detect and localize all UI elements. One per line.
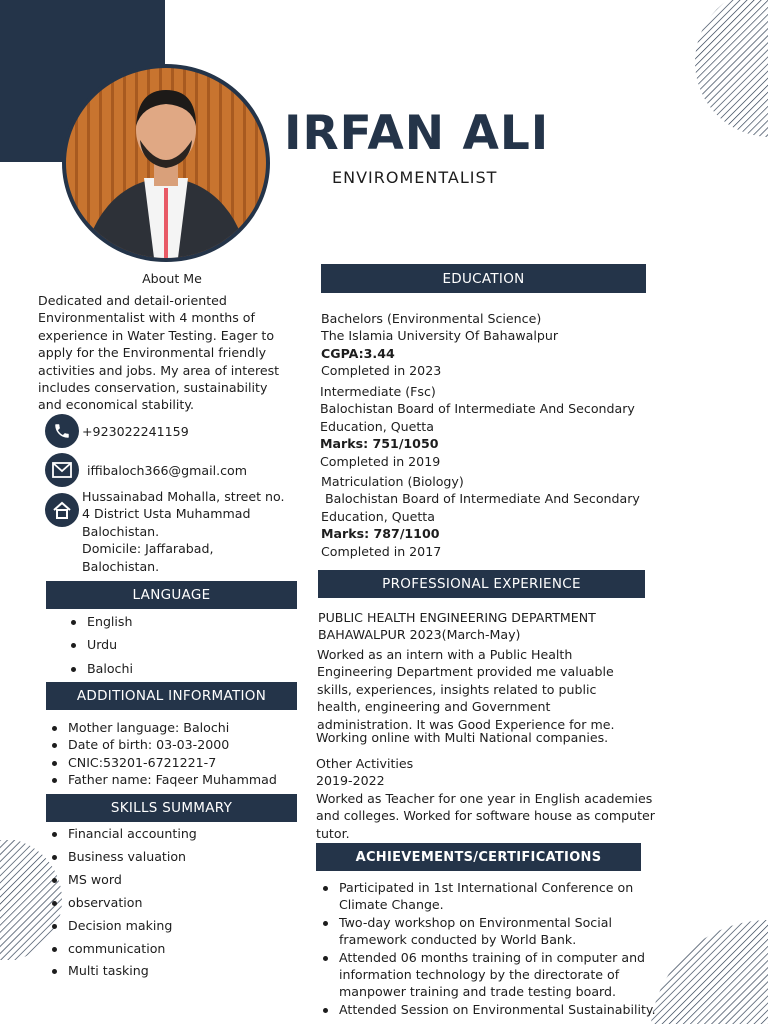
- education-bachelors: [321, 310, 681, 380]
- education-matriculation: [321, 473, 701, 560]
- profile-photo: [62, 64, 270, 262]
- additional-info-heading: ADDITIONAL INFORMATION: [46, 682, 297, 710]
- job-title: ENVIROMENTALIST: [332, 168, 498, 187]
- list-item: MS word: [48, 871, 197, 888]
- institute: Balochistan Board of Intermediate And Secondary: [321, 491, 640, 507]
- experience-org: [318, 609, 718, 644]
- list-item: Attended Session on Environmental Sustainability.: [319, 1001, 675, 1018]
- score: CGPA:3.44: [321, 345, 395, 361]
- about-text: Dedicated and detail-oriented Environmentalist with 4 months of experience in Water Testing. Eager to apply for the Environmental friendly activities and jobs. My area of interest includes conservation, sustainability and economical stability.: [38, 293, 280, 413]
- phone-icon: [45, 414, 79, 448]
- list-item: CNIC:53201-6721221-7: [48, 754, 277, 771]
- institute: Balochistan Board of Intermediate And Secondary: [320, 401, 635, 417]
- home-icon: [45, 493, 79, 527]
- completed: Completed in 2019: [320, 453, 441, 469]
- list-item: Balochi: [67, 660, 133, 677]
- education-intermediate: [320, 383, 700, 470]
- address-line: Domicile: Jaffarabad,: [82, 541, 214, 557]
- list-item: Participated in 1st International Conference on Climate Change.: [319, 879, 675, 914]
- mail-icon: [45, 453, 79, 487]
- list-item: observation: [48, 894, 197, 911]
- list-item: Date of birth: 03-03-2000: [48, 736, 277, 753]
- address-line: Balochistan.: [82, 558, 160, 574]
- about-heading: About Me: [142, 271, 202, 286]
- completed: Completed in 2023: [321, 363, 442, 379]
- institute: The Islamia University Of Bahawalpur: [321, 328, 559, 344]
- other-description: Worked as Teacher for one year in English academies and colleges. Worked for software house as computer tutor.: [316, 790, 655, 841]
- other-years: 2019-2022: [316, 773, 385, 789]
- candidate-name: IRFAN ALI: [284, 106, 550, 161]
- list-item: Father name: Faqeer Muhammad: [48, 771, 277, 788]
- address-line: 4 District Usta Muhammad: [82, 506, 251, 522]
- org-name: PUBLIC HEALTH ENGINEERING DEPARTMENT: [318, 610, 596, 625]
- other-heading: Other Activities: [316, 756, 414, 771]
- skills-heading: SKILLS SUMMARY: [46, 794, 297, 822]
- institute: Education, Quetta: [320, 418, 434, 434]
- list-item: English: [67, 613, 133, 630]
- additional-info-list: [48, 719, 277, 789]
- score: Marks: 751/1050: [320, 436, 439, 452]
- list-item: Attended 06 months training of in computer and information technology by the directorate of manpower training and trade testing board.: [319, 949, 675, 1001]
- language-list: [67, 613, 133, 677]
- skills-list: [48, 825, 197, 980]
- list-item: Two-day workshop on Environmental Social framework conducted by World Bank.: [319, 914, 675, 949]
- list-item: Business valuation: [48, 848, 197, 865]
- degree: Bachelors (Environmental Science): [321, 311, 542, 326]
- address-line: Hussainabad Mohalla, street no.: [82, 489, 285, 504]
- list-item: communication: [48, 940, 197, 957]
- hatch-decoration-top-right: [690, 0, 768, 140]
- experience-description: Worked as an intern with a Public Health Engineering Department provided me valuable skills, experiences, insights related to public health, engineering and Government administration. It was Good Experience for me.: [317, 647, 615, 732]
- list-item: Multi tasking: [48, 962, 197, 979]
- address: [82, 488, 285, 575]
- email-address: iffibaloch366@gmail.com: [87, 463, 248, 478]
- experience-online: Working online with Multi National companies.: [316, 730, 609, 745]
- list-item: Decision making: [48, 917, 197, 934]
- degree: Intermediate (Fsc): [320, 384, 436, 399]
- score: Marks: 787/1100: [321, 526, 440, 542]
- education-heading: EDUCATION: [321, 264, 646, 293]
- institute: Education, Quetta: [321, 508, 435, 524]
- list-item: Financial accounting: [48, 825, 197, 842]
- org-period: BAHAWALPUR 2023(March-May): [318, 627, 521, 643]
- list-item: Mother language: Balochi: [48, 719, 277, 736]
- address-line: Balochistan.: [82, 523, 160, 539]
- phone-number: +923022241159: [82, 424, 189, 439]
- degree: Matriculation (Biology): [321, 474, 464, 489]
- list-item: Urdu: [67, 636, 133, 653]
- achievements-heading: ACHIEVEMENTS/CERTIFICATIONS: [316, 843, 641, 871]
- experience-heading: PROFESSIONAL EXPERIENCE: [318, 570, 645, 598]
- achievements-list: [319, 879, 675, 1018]
- language-heading: LANGUAGE: [46, 581, 297, 609]
- completed: Completed in 2017: [321, 543, 442, 559]
- other-activities: [316, 755, 668, 842]
